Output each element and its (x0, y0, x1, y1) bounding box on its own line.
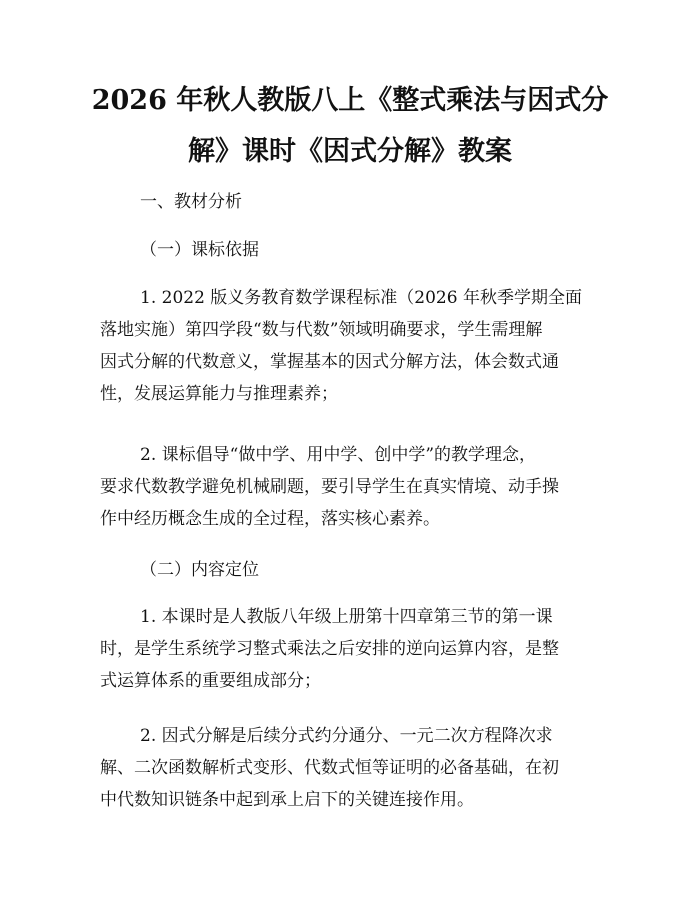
document-title-line-2: 解》课时《因式分解》教案 (188, 136, 512, 167)
paragraph-line: 要求代数教学避免机械刷题，要引导学生在真实情境、动手操 (100, 477, 559, 497)
paragraph-line: 1. 本课时是人教版八年级上册第十四章第三节的第一课 (140, 607, 553, 627)
document-title-line-1: 2026 年秋人教版八上《整式乘法与因式分 (91, 85, 609, 116)
paragraph-content-1 (100, 601, 600, 697)
paragraph-line: 2. 课标倡导“做中学、用中学、创中学”的教学理念， (140, 445, 537, 465)
paragraph-line: 解、二次函数解析式变形、代数式恒等证明的必备基础，在初 (100, 758, 559, 778)
paragraph-line: 式运算体系的重要组成部分； (100, 671, 321, 691)
paragraph-line: 作中经历概念生成的全过程，落实核心素养。 (100, 509, 440, 529)
subsection-heading-content-positioning: （二）内容定位 (140, 560, 259, 580)
paragraph-line: 时，是学生系统学习整式乘法之后安排的逆向运算内容，是整 (100, 639, 559, 659)
section-heading-materials-analysis: 一、教材分析 (140, 192, 242, 212)
paragraph-line: 性，发展运算能力与推理素养； (100, 384, 338, 404)
subsection-heading-curriculum-basis: （一）课标依据 (140, 240, 259, 260)
paragraph-line: 落地实施）第四学段“数与代数”领域明确要求，学生需理解 (100, 320, 543, 340)
paragraph-curriculum-1 (100, 282, 600, 410)
paragraph-line: 因式分解的代数意义，掌握基本的因式分解方法，体会数式通 (100, 352, 559, 372)
paragraph-content-2 (100, 720, 600, 816)
paragraph-line: 中代数知识链条中起到承上启下的关键连接作用。 (100, 790, 474, 810)
paragraph-line: 2. 因式分解是后续分式约分通分、一元二次方程降次求 (140, 726, 553, 746)
paragraph-curriculum-2 (100, 439, 600, 535)
paragraph-line: 1. 2022 版义务教育数学课程标准（2026 年秋季学期全面 (140, 288, 582, 308)
